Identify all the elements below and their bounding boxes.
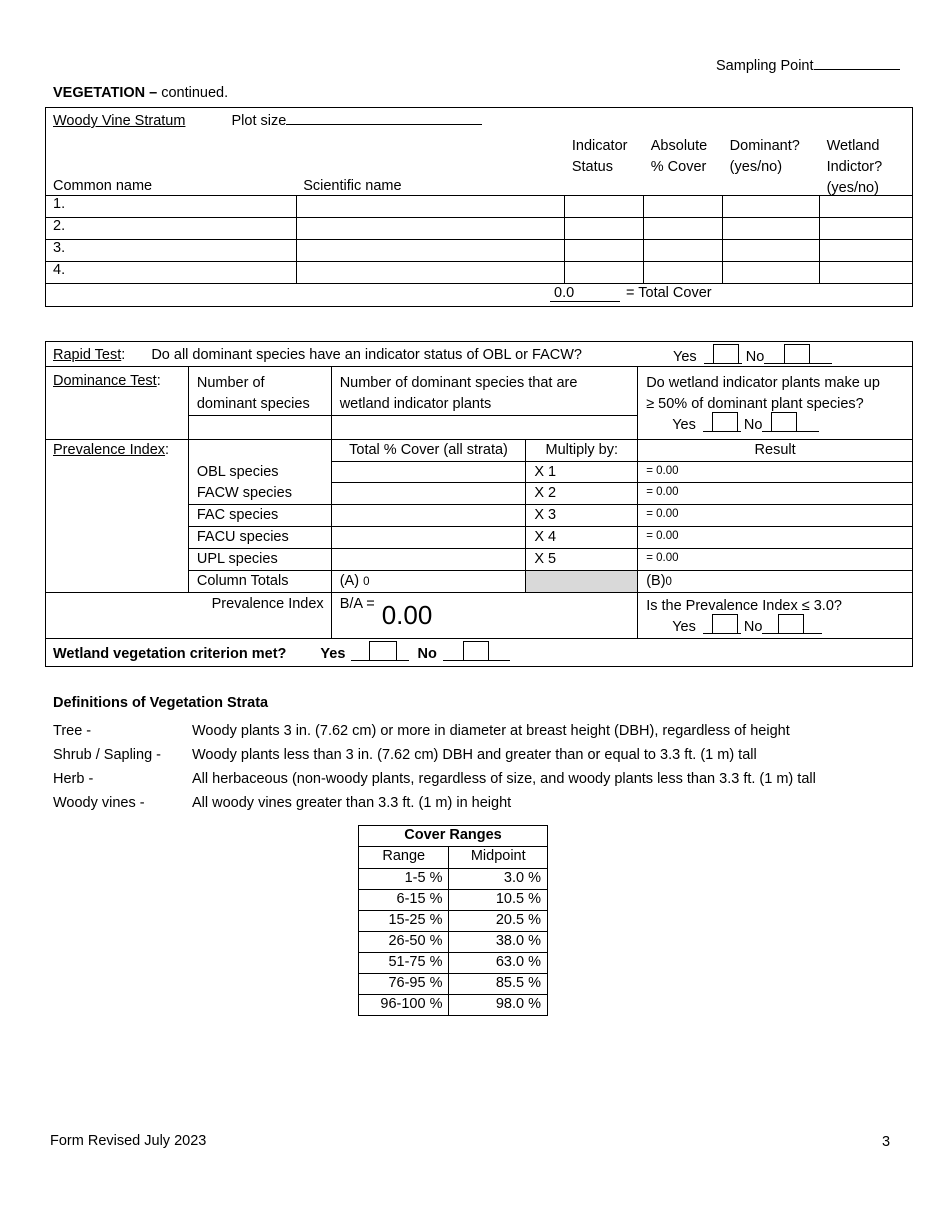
midpoint-cell: 98.0 %	[449, 995, 548, 1016]
cover-field[interactable]	[644, 262, 723, 284]
prevalence-index-cell: Prevalence Index:	[46, 440, 189, 593]
cover-ranges-table	[358, 825, 548, 1016]
total-cover-row	[46, 284, 913, 307]
indicator-field[interactable]	[565, 262, 644, 284]
table-row	[359, 974, 548, 995]
dominant-field[interactable]	[723, 218, 820, 240]
pi-label: Prevalence Index	[46, 593, 332, 639]
dominant-count-header	[188, 367, 331, 416]
yes-label: Yes	[320, 646, 346, 662]
woody-vine-header-cell	[46, 108, 297, 196]
dominant-count-field[interactable]	[188, 416, 331, 440]
sampling-point-field[interactable]	[814, 69, 900, 70]
midpoint-cell: 38.0 %	[449, 932, 548, 953]
col-absolute-1: Absolute	[650, 138, 708, 154]
col-indicator-2: Status	[571, 159, 613, 175]
scientific-name-field[interactable]	[296, 196, 565, 218]
species-result: = 0.00	[638, 527, 913, 549]
section-title-suffix: continued.	[157, 85, 229, 101]
col-result: Result	[638, 440, 913, 462]
indicator-field[interactable]	[565, 240, 644, 262]
table-row	[359, 890, 548, 911]
list-item	[53, 743, 816, 767]
cover-ranges-title: Cover Ranges	[359, 826, 548, 847]
range-cell: 15-25 %	[359, 911, 449, 932]
scientific-name-field[interactable]	[296, 262, 565, 284]
row-number: 4.	[46, 262, 297, 284]
definition-text: All herbaceous (non-woody plants, regardless of size, and woody plants less than 3.3 ft. (1 m) tall	[192, 771, 816, 787]
dom-num-2: dominant species	[196, 396, 310, 412]
table-row	[359, 869, 548, 890]
wetland-field[interactable]	[820, 240, 913, 262]
range-cell: 51-75 %	[359, 953, 449, 974]
species-name: FAC species	[188, 505, 331, 527]
no-label: No	[417, 646, 437, 662]
species-multiplier: X 4	[526, 527, 638, 549]
definitions-list	[53, 719, 816, 815]
pi-yes-checkbox[interactable]	[703, 617, 741, 634]
criterion-row	[46, 639, 913, 667]
section-title-bold: VEGETATION –	[53, 85, 158, 101]
rapid-test-label: Rapid Test	[53, 347, 122, 363]
indicator-field[interactable]	[565, 218, 644, 240]
species-multiplier: X 1	[526, 462, 638, 483]
tests-table	[45, 341, 913, 667]
row-number: 3.	[46, 240, 297, 262]
col-wetland	[820, 108, 913, 196]
scientific-name-field[interactable]	[296, 218, 565, 240]
cover-field[interactable]	[644, 196, 723, 218]
dom-q-2: ≥ 50% of dominant plant species?	[646, 396, 864, 412]
a-value: 0	[363, 576, 370, 588]
criterion-yes-checkbox[interactable]	[351, 644, 409, 661]
definition-text: Woody plants less than 3 in. (7.62 cm) DBH and greater than or equal to 3.3 ft. (1 m) tall	[192, 747, 757, 763]
species-name: OBL species	[188, 462, 331, 483]
col-indicator	[565, 108, 644, 196]
dominant-field[interactable]	[723, 196, 820, 218]
total-cover-number: 0.0	[554, 285, 575, 301]
species-multiplier: X 5	[526, 549, 638, 571]
form-revised: Form Revised July 2023	[50, 1133, 207, 1149]
table-row	[359, 911, 548, 932]
wetland-field[interactable]	[820, 262, 913, 284]
cover-field[interactable]	[644, 218, 723, 240]
prevalence-index-label: Prevalence Index	[53, 442, 166, 458]
range-cell: 1-5 %	[359, 869, 449, 890]
dominance-yes-checkbox[interactable]	[703, 415, 741, 432]
species-result-value: 0.00	[656, 552, 679, 564]
b-label: (B)	[646, 573, 666, 589]
row-number: 1.	[46, 196, 297, 218]
rapid-no-checkbox[interactable]	[764, 347, 832, 364]
midpoint-cell: 3.0 %	[449, 869, 548, 890]
range-cell: 76-95 %	[359, 974, 449, 995]
species-result-value: 0.00	[656, 465, 679, 477]
section-title	[53, 85, 228, 101]
midpoint-cell: 20.5 %	[449, 911, 548, 932]
species-result: = 0.00	[638, 549, 913, 571]
definition-term: Herb -	[53, 771, 94, 787]
species-result-value: 0.00	[656, 530, 679, 542]
species-result: = 0.00	[638, 462, 913, 483]
definitions-title: Definitions of Vegetation Strata	[53, 695, 269, 711]
total-cover-value	[550, 285, 620, 302]
ba-value: 0.00	[381, 600, 433, 630]
midpoint-cell: 10.5 %	[449, 890, 548, 911]
species-cover-field[interactable]	[331, 505, 526, 527]
wetland-field[interactable]	[820, 218, 913, 240]
col-indicator-1: Indicator	[571, 138, 628, 154]
list-item	[53, 791, 816, 815]
no-label: No	[745, 349, 765, 365]
a-label: (A)	[339, 573, 360, 589]
range-cell: 96-100 %	[359, 995, 449, 1016]
col-wetland-2: Indictor?	[826, 159, 883, 175]
yes-label: Yes	[673, 349, 697, 365]
species-header-blank	[188, 440, 331, 462]
table-row	[359, 932, 548, 953]
dominant-field[interactable]	[723, 240, 820, 262]
column-total-shaded	[526, 571, 638, 593]
col-scientific-cell	[296, 108, 565, 196]
rapid-yes-checkbox[interactable]	[704, 347, 742, 364]
criterion-label: Wetland vegetation criterion met?	[53, 646, 287, 662]
dominant-field[interactable]	[723, 262, 820, 284]
no-label: No	[743, 417, 763, 433]
col-wetland-1: Wetland	[826, 138, 880, 154]
row-number: 2.	[46, 218, 297, 240]
col-dominant-2: (yes/no)	[729, 159, 783, 175]
col-absolute-2: % Cover	[650, 159, 707, 175]
page-number: 3	[882, 1134, 891, 1150]
definition-text: Woody plants 3 in. (7.62 cm) or more in diameter at breast height (DBH), regardless of height	[192, 723, 790, 739]
col-multiply: Multiply by:	[526, 440, 638, 462]
dom-wet-2: wetland indicator plants	[339, 396, 492, 412]
scientific-name-field[interactable]	[296, 240, 565, 262]
species-result-value: 0.00	[656, 486, 679, 498]
ba-cell	[331, 593, 638, 639]
definition-term: Shrub / Sapling -	[53, 747, 162, 763]
table-row	[46, 218, 913, 240]
midpoint-cell: 85.5 %	[449, 974, 548, 995]
table-row	[359, 995, 548, 1016]
plot-size-label: Plot size	[231, 113, 287, 129]
indicator-field[interactable]	[565, 196, 644, 218]
dominance-no-checkbox[interactable]	[762, 415, 819, 432]
yes-label: Yes	[672, 417, 696, 433]
col-range: Range	[359, 847, 449, 869]
dom-wet-1: Number of dominant species that are	[339, 375, 578, 391]
dominance-test-label: Dominance Test	[53, 373, 157, 389]
species-result: = 0.00	[638, 505, 913, 527]
sampling-point	[716, 58, 900, 74]
column-totals-label: Column Totals	[188, 571, 331, 593]
species-cover-field[interactable]	[331, 549, 526, 571]
col-wetland-3: (yes/no)	[826, 180, 879, 196]
stratum-label: Woody Vine Stratum	[53, 113, 186, 129]
pi-no-checkbox[interactable]	[762, 617, 822, 634]
col-absolute	[644, 108, 723, 196]
definition-text: All woody vines greater than 3.3 ft. (1 m) in height	[192, 795, 512, 811]
col-total-cover: Total % Cover (all strata)	[331, 440, 526, 462]
yes-label: Yes	[672, 619, 696, 635]
dom-q-1: Do wetland indicator plants make up	[646, 375, 880, 391]
species-multiplier: X 2	[526, 483, 638, 505]
col-dominant-1: Dominant?	[729, 138, 800, 154]
rapid-test-row: Rapid Test: Do all dominant species have an indicator status of OBL or FACW? Yes No	[46, 342, 913, 367]
table-row	[46, 240, 913, 262]
sampling-point-label: Sampling Point	[716, 58, 814, 74]
cover-field[interactable]	[644, 240, 723, 262]
col-scientific-name: Scientific name	[303, 178, 402, 194]
species-cover-field[interactable]	[331, 462, 526, 483]
range-cell: 26-50 %	[359, 932, 449, 953]
ba-label: B/A =	[339, 596, 375, 612]
table-row	[46, 262, 913, 284]
col-dominant	[723, 108, 820, 196]
species-multiplier: X 3	[526, 505, 638, 527]
species-name: FACU species	[188, 527, 331, 549]
species-cover-field[interactable]	[331, 483, 526, 505]
dominance-test-cell: Dominance Test:	[46, 367, 189, 440]
species-name: UPL species	[188, 549, 331, 571]
species-result: = 0.00	[638, 483, 913, 505]
col-common-name: Common name	[53, 178, 153, 194]
b-value: 0	[665, 576, 672, 588]
wetland-count-field[interactable]	[331, 416, 638, 440]
column-total-b[interactable]	[638, 571, 913, 593]
definition-term: Woody vines -	[53, 795, 145, 811]
no-label: No	[743, 619, 763, 635]
column-total-a[interactable]	[331, 571, 526, 593]
list-item	[53, 767, 816, 791]
pi-question-cell	[638, 593, 913, 639]
dom-num-1: Number of	[196, 375, 265, 391]
woody-vine-table	[45, 107, 913, 307]
definition-term: Tree -	[53, 723, 92, 739]
col-midpoint: Midpoint	[449, 847, 548, 869]
table-row	[359, 953, 548, 974]
table-row	[46, 196, 913, 218]
criterion-no-checkbox[interactable]	[443, 644, 510, 661]
range-cell: 6-15 %	[359, 890, 449, 911]
wetland-count-header	[331, 367, 638, 416]
species-result-value: 0.00	[656, 508, 679, 520]
total-cover-label: = Total Cover	[626, 285, 712, 301]
midpoint-cell: 63.0 %	[449, 953, 548, 974]
rapid-test-question: Do all dominant species have an indicator status of OBL or FACW?	[151, 347, 582, 363]
dominance-question-cell	[638, 367, 913, 440]
species-cover-field[interactable]	[331, 527, 526, 549]
list-item	[53, 719, 816, 743]
species-name: FACW species	[188, 483, 331, 505]
pi-question: Is the Prevalence Index ≤ 3.0?	[646, 598, 842, 614]
